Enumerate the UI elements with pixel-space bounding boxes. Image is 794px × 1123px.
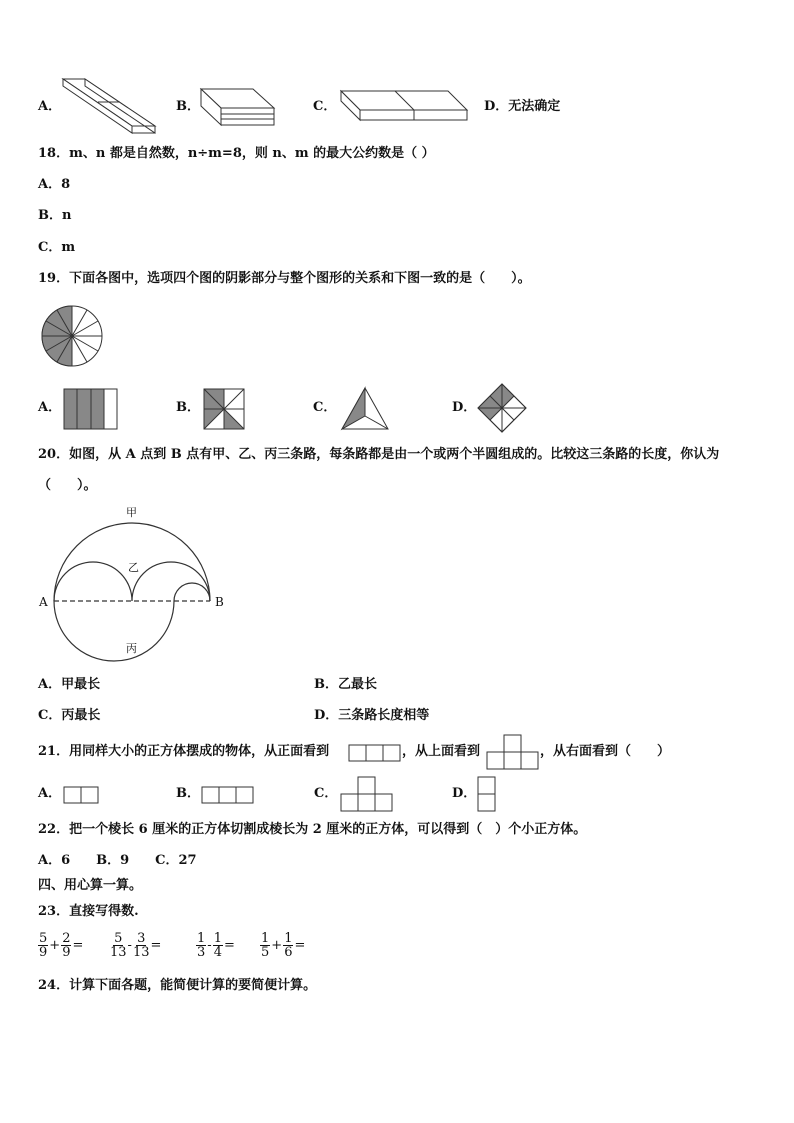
q20-stem: 20．如图，从 A 点到 B 点有甲、乙、丙三条路，每条路都是由一个或两个半圆组成的。比较这三条路的长度，你认为 bbox=[38, 447, 720, 462]
q20-figure bbox=[38, 500, 238, 670]
fraction-numerator: 2 bbox=[62, 931, 71, 946]
fraction-numerator: 3 bbox=[137, 931, 146, 946]
q23-item-2 bbox=[110, 932, 162, 959]
q19-option-c-figure bbox=[341, 386, 391, 432]
q18-option-a: A．8 bbox=[38, 177, 71, 192]
fraction-numerator: 5 bbox=[39, 931, 48, 946]
q21-option-c-label: C． bbox=[314, 786, 338, 801]
fraction-denominator: 9 bbox=[39, 945, 48, 960]
q17-option-c-figure bbox=[338, 88, 470, 124]
q20-label-a: A bbox=[39, 595, 48, 609]
equals-sign: = bbox=[150, 938, 162, 953]
q23-item-1 bbox=[38, 932, 84, 959]
fraction-numerator: 1 bbox=[213, 931, 222, 946]
fraction-denominator: 9 bbox=[62, 945, 71, 960]
fraction-numerator: 1 bbox=[197, 931, 206, 946]
q19-option-b-figure bbox=[203, 388, 247, 432]
q22-stem: 22．把一个棱长 6 厘米的正方体切割成棱长为 2 厘米的正方体，可以得到（ ）个小正方体。 bbox=[38, 822, 587, 837]
q17-option-c-label: C． bbox=[313, 99, 337, 114]
operator: + bbox=[49, 938, 61, 953]
q21-option-d-figure bbox=[477, 776, 497, 812]
q19-option-c-label: C． bbox=[313, 400, 337, 415]
q17-option-d-label: D． bbox=[484, 99, 509, 114]
q20-option-b: B．乙最长 bbox=[314, 677, 377, 692]
q21-front-view bbox=[348, 744, 402, 762]
q19-option-d-figure bbox=[476, 382, 530, 436]
q19-option-a-label: A． bbox=[38, 400, 62, 415]
fraction-denominator: 13 bbox=[132, 945, 150, 960]
equals-sign: = bbox=[72, 938, 84, 953]
q21-option-b-figure bbox=[201, 786, 256, 804]
q17-option-a-label: A． bbox=[38, 99, 62, 114]
fraction-denominator: 13 bbox=[110, 945, 127, 960]
q17-option-d-text: 无法确定 bbox=[508, 99, 561, 114]
q24-stem: 24．计算下面各题，能简便计算的要简便计算。 bbox=[38, 978, 317, 993]
q18-stem: 18．m、n 都是自然数，n÷m=8，则 n、m 的最大公约数是（ ） bbox=[38, 146, 435, 161]
q21-stem-part1: 21．用同样大小的正方体摆成的物体，从正面看到 bbox=[38, 744, 330, 759]
q17-option-d bbox=[484, 99, 560, 115]
operator: + bbox=[271, 938, 283, 953]
q19-reference-circle bbox=[40, 304, 104, 368]
q21-option-a-label: A． bbox=[38, 786, 62, 801]
q17-option-b-figure bbox=[198, 86, 278, 128]
q19-option-d-label: D． bbox=[452, 400, 477, 415]
fraction-denominator: 6 bbox=[284, 945, 293, 960]
q22-options: A．6 B．9 C．27 bbox=[38, 853, 197, 868]
q21-option-a-figure bbox=[63, 786, 101, 804]
q21-stem-part3: ，从右面看到（ ） bbox=[540, 744, 671, 759]
q20-option-a: A．甲最长 bbox=[38, 677, 101, 692]
q20-label-bing: 丙 bbox=[126, 642, 137, 655]
q21-option-c-figure bbox=[340, 776, 394, 812]
q17-option-b-label: B． bbox=[176, 99, 200, 114]
fraction-numerator: 1 bbox=[261, 931, 270, 946]
operator: - bbox=[207, 938, 212, 953]
section-4-heading: 四、用心算一算。 bbox=[38, 878, 143, 893]
q19-stem: 19．下面各图中，选项四个图的阴影部分与整个图形的关系和下图一致的是（ ）。 bbox=[38, 271, 531, 286]
fraction-numerator: 5 bbox=[114, 931, 123, 946]
fraction-numerator: 1 bbox=[284, 931, 293, 946]
q18-option-b: B．n bbox=[38, 208, 72, 223]
q23-item-4 bbox=[260, 932, 306, 959]
q20-option-d: D．三条路长度相等 bbox=[314, 708, 430, 723]
q20-label-jia: 甲 bbox=[126, 506, 137, 519]
fraction-denominator: 4 bbox=[213, 945, 222, 960]
fraction-denominator: 3 bbox=[197, 945, 206, 960]
operator: - bbox=[127, 938, 132, 953]
q19-option-b-label: B． bbox=[176, 400, 200, 415]
q19-option-a-figure bbox=[63, 388, 119, 430]
q20-label-b: B bbox=[215, 595, 224, 609]
fraction-denominator: 5 bbox=[261, 945, 270, 960]
q20-stem-cont: （ ）。 bbox=[38, 478, 97, 493]
q17-option-a-figure bbox=[60, 76, 160, 136]
equals-sign: = bbox=[294, 938, 306, 953]
q21-option-d-label: D． bbox=[452, 786, 477, 801]
q21-stem-part2: ，从上面看到 bbox=[402, 744, 481, 759]
q21-top-view bbox=[486, 734, 540, 770]
q18-option-c: C．m bbox=[38, 240, 76, 255]
q23-stem: 23．直接写得数. bbox=[38, 904, 139, 919]
q21-option-b-label: B． bbox=[176, 786, 200, 801]
q20-label-yi: 乙 bbox=[128, 561, 139, 574]
q23-item-3 bbox=[196, 932, 236, 959]
equals-sign: = bbox=[223, 938, 235, 953]
q20-option-c: C．丙最长 bbox=[38, 708, 101, 723]
